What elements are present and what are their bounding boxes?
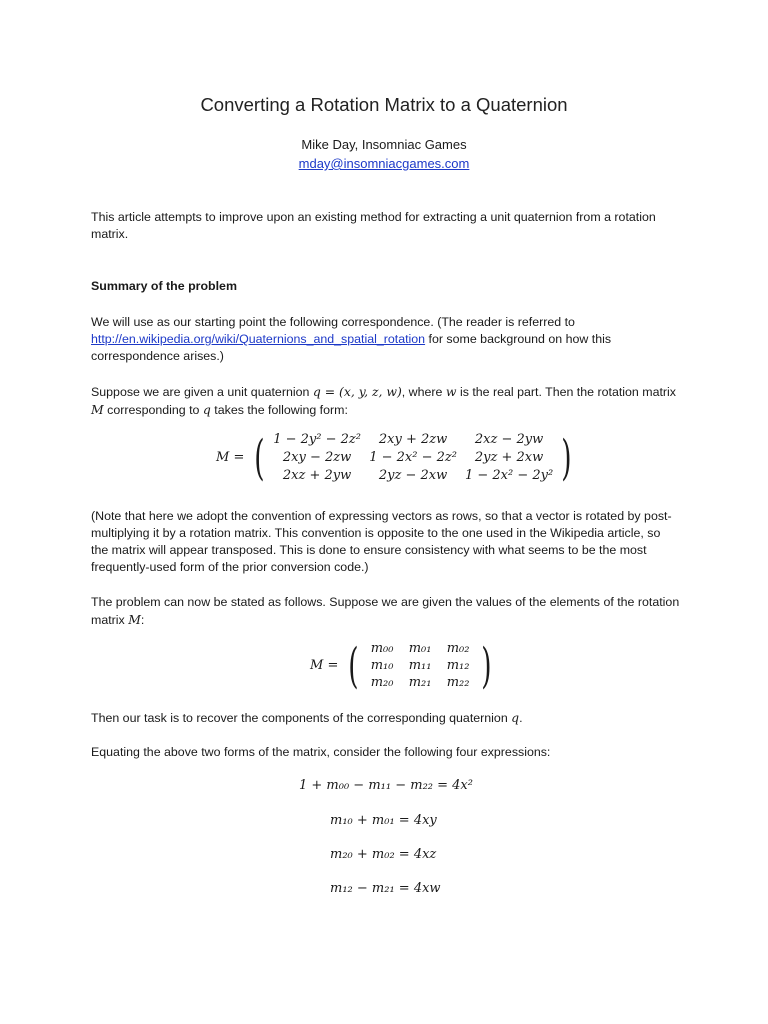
matrix1-cell: 2xz + 2yw bbox=[282, 468, 352, 483]
equation-4: m₁₂ − m₂₁ = 4xw bbox=[330, 881, 441, 896]
page-title: Converting a Rotation Matrix to a Quaternion bbox=[200, 94, 568, 115]
para3-text-b: : bbox=[140, 613, 145, 627]
matrix2-cell: m₁₂ bbox=[446, 658, 470, 673]
matrix1-cell: 1 − 2y² − 2z² bbox=[273, 432, 361, 447]
para2-text-b: , where bbox=[401, 385, 443, 399]
correspondence-paragraph bbox=[91, 314, 681, 365]
email-link[interactable]: mday@insomniacgames.com bbox=[298, 156, 470, 171]
author-email bbox=[0, 156, 768, 171]
matrix2-cell: m₁₀ bbox=[370, 658, 394, 673]
matrix2-lhs: M = bbox=[310, 658, 339, 673]
matrix2-cell: m₀₀ bbox=[370, 641, 394, 656]
real-part-symbol: w bbox=[445, 384, 457, 399]
equating-paragraph: Equating the above two forms of the matrix, consider the following four expressions: bbox=[91, 745, 551, 759]
matrix2-cell: m₀₂ bbox=[446, 641, 470, 656]
equation-2: m₁₀ + m₀₁ = 4xy bbox=[330, 813, 437, 828]
matrix1-grid bbox=[269, 432, 557, 483]
equation-1: 1 + m₀₀ − m₁₁ − m₂₂ = 4x² bbox=[299, 778, 473, 793]
intro-paragraph: This article attempts to improve upon an existing method for extracting a unit quaternion from a rotation matrix. bbox=[91, 210, 656, 241]
matrix2-cell: m₂₀ bbox=[370, 675, 394, 690]
task-paragraph bbox=[91, 709, 681, 727]
matrix2-cell: m₀₁ bbox=[408, 641, 432, 656]
matrix1-cell: 1 − 2x² − 2z² bbox=[369, 450, 457, 465]
quaternion-symbol-3: q bbox=[511, 710, 520, 725]
matrix1-cell: 2yz − 2xw bbox=[378, 468, 448, 483]
matrix-symbol: M bbox=[91, 402, 104, 417]
matrix1-cell: 1 − 2x² − 2y² bbox=[464, 468, 554, 483]
para1-text-b: for some background on how this correspondence arises.) bbox=[91, 332, 612, 363]
para2-text-d: corresponding to bbox=[107, 403, 200, 417]
para2-text-c: is the real part. Then the rotation matrix bbox=[459, 385, 676, 399]
matrix2-cell: m₂₂ bbox=[446, 675, 470, 690]
quaternion-symbol: q = (x, y, z, w) bbox=[312, 384, 402, 399]
para2-text-a: Suppose we are given a unit quaternion bbox=[91, 385, 310, 399]
left-paren: ( bbox=[254, 429, 265, 486]
para4-text-b: . bbox=[519, 711, 523, 725]
right-paren: ) bbox=[481, 637, 492, 694]
problem-paragraph bbox=[91, 594, 681, 629]
equation-3: m₂₀ + m₀₂ = 4xz bbox=[330, 847, 437, 862]
matrix1-cell: 2xz − 2yw bbox=[474, 432, 544, 447]
wikipedia-link[interactable]: http://en.wikipedia.org/wiki/Quaternions_and_spatial_rotation bbox=[91, 332, 426, 346]
matrix2-cell: m₁₁ bbox=[408, 658, 432, 673]
matrix1-lhs: M = bbox=[216, 450, 245, 465]
quaternion-paragraph bbox=[91, 383, 681, 419]
matrix2-grid bbox=[363, 641, 477, 690]
matrix1-cell: 2xy − 2zw bbox=[282, 450, 352, 465]
rotation-matrix-quaternion-form bbox=[216, 429, 576, 486]
para1-text-a: We will use as our starting point the following correspondence. (The reader is referred to bbox=[91, 315, 575, 329]
rotation-matrix-elements bbox=[310, 637, 496, 694]
author-line: Mike Day, Insomniac Games bbox=[301, 137, 467, 152]
para2-text-e: takes the following form: bbox=[214, 403, 348, 417]
para3-text-a: The problem can now be stated as follows. Suppose we are given the values of the elements of the rotation matrix bbox=[91, 595, 680, 627]
matrix2-cell: m₂₁ bbox=[408, 675, 432, 690]
left-paren: ( bbox=[348, 637, 359, 694]
matrix-symbol-2: M bbox=[128, 612, 141, 627]
section-heading: Summary of the problem bbox=[91, 279, 237, 293]
quaternion-symbol-2: q bbox=[202, 402, 211, 417]
right-paren: ) bbox=[561, 429, 572, 486]
note-paragraph: (Note that here we adopt the convention of expressing vectors as rows, so that a vector is rotated by post-multiplying it by a rotation matrix. This convention is opposite to the one used in the Wikipedia article, so the matrix will appear transposed. This is done to ensure consistency with what seems to be the most frequently-used form of the prior conversion code.) bbox=[91, 509, 672, 574]
matrix1-cell: 2xy + 2zw bbox=[378, 432, 448, 447]
para4-text-a: Then our task is to recover the components of the corresponding quaternion bbox=[91, 711, 508, 725]
matrix1-cell: 2yz + 2xw bbox=[474, 450, 544, 465]
